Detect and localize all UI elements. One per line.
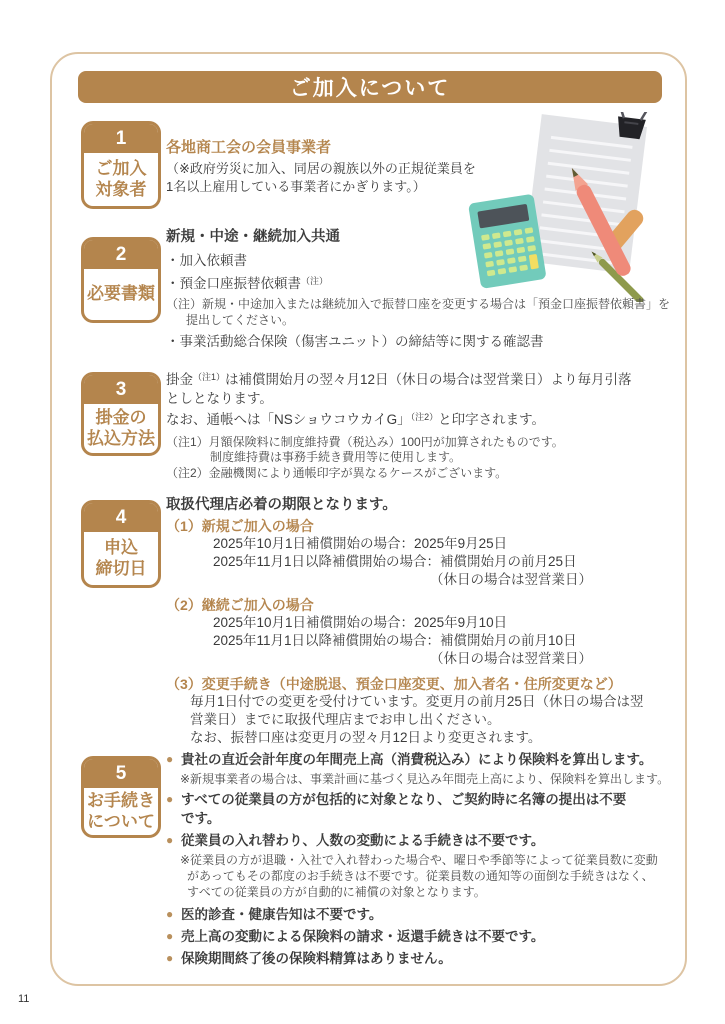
text-line: 2025年10月1日補償開始の場合：2025年9月10日 xyxy=(213,615,508,630)
text-line: 2025年10月1日補償開始の場合：2025年9月25日 xyxy=(213,536,508,551)
note-line: ※従業員の方が退職・入社で入れ替わった場合や、曜日や季節等によって従業員数に変動 xyxy=(180,853,658,867)
section-4-label-text: 申込 締切日 xyxy=(95,538,147,578)
text-line: なお、通帳へは「NSショウコウカイG」$^{(注2)}$と印字されます。 xyxy=(166,412,546,427)
section-2-label xyxy=(81,237,161,323)
section-5-number: 5 xyxy=(84,759,158,788)
note-line: 提出してください。 xyxy=(186,312,295,327)
bullet-item: ● 保険期間終了後の保険料精算はありません。 xyxy=(166,951,452,966)
text-line: 毎月1日付での変更を受付けています。変更月の前月25日（休日の場合は翌 xyxy=(190,694,644,709)
text-line: （休日の場合は翌営業日） xyxy=(430,572,592,587)
section-4-heading: 取扱代理店必着の期限となります。 xyxy=(166,497,397,513)
subsection-title: （2）継続ご加入の場合 xyxy=(166,597,314,613)
bullet-icon: ● xyxy=(166,792,174,806)
bullet-item-continued: です。 xyxy=(181,811,221,826)
section-3-label-text: 掛金の 払込方法 xyxy=(87,408,155,448)
bullet-item: ● 売上高の変動による保険料の請求・返還手続きは不要です。 xyxy=(166,929,545,944)
subsection-title: （1）新規ご加入の場合 xyxy=(166,518,314,534)
section-3-content xyxy=(166,368,674,481)
text-line: なお、振替口座は変更月の翌々月12日より変更されます。 xyxy=(190,730,542,745)
section-1-number: 1 xyxy=(84,124,158,153)
section-4-number: 4 xyxy=(84,503,158,532)
section-2-number: 2 xyxy=(84,240,158,269)
text-line: 掛金$^{(注1)}$は補償開始月の翌々月12日（休日の場合は翌営業日）より毎月引落 xyxy=(166,372,632,387)
section-2-heading: 新規・中途・継続加入共通 xyxy=(166,229,340,245)
list-item: ・加入依頼書 xyxy=(166,253,247,268)
text-line: としとなります。 xyxy=(166,390,273,406)
section-5-label-text: お手続き について xyxy=(87,791,155,831)
bullet-icon: ● xyxy=(166,951,174,965)
note-line: （注1）月額保険料に制度維持費（税込み）100円が加算されたものです。 xyxy=(166,434,564,449)
section-5-content xyxy=(166,750,674,968)
subsection-title: （3）変更手続き（中途脱退、預金口座変更、加入者名・住所変更など） xyxy=(166,676,622,692)
bullet-item: ● 医的診査・健康告知は不要です。 xyxy=(166,907,383,922)
section-4-label xyxy=(81,500,161,588)
text-line: 1名以上雇用している事業者にかぎります。） xyxy=(166,179,426,194)
text-line: （休日の場合は翌営業日） xyxy=(430,651,592,666)
text-line: 2025年11月1日以降補償開始の場合：補償開始月の前月10日 xyxy=(213,633,577,648)
section-2-content xyxy=(166,228,674,352)
bullet-item: ● 従業員の入れ替わり、人数の変動による手続きは不要です。 xyxy=(166,833,545,848)
note-line: ※新規事業者の場合は、事業計画に基づく見込み年間売上高により、保険料を算出します。 xyxy=(180,772,670,786)
text-line: （※政府労災に加入、同居の親族以外の正規従業員を xyxy=(166,161,476,176)
section-1-heading: 各地商工会の会員事業者 xyxy=(166,139,332,156)
note-line: （注2）金融機関により通帳印字が異なるケースがございます。 xyxy=(166,465,508,480)
section-3-label xyxy=(81,372,161,456)
text-line: 2025年11月1日以降補償開始の場合：補償開始月の前月25日 xyxy=(213,554,577,569)
page-title xyxy=(78,71,662,103)
bullet-icon: ● xyxy=(166,752,174,766)
page-title-text: ご加入について xyxy=(289,77,451,100)
text-line: 営業日）までに取扱代理店までお申し出ください。 xyxy=(190,712,501,727)
bullet-item: ● 貴社の直近会計年度の年間売上高（消費税込み）により保険料を算出します。 xyxy=(166,752,653,767)
section-5-label xyxy=(81,756,161,838)
list-item: ・預金口座振替依頼書$^{(注)}$ xyxy=(166,276,329,291)
section-1-label xyxy=(81,121,161,209)
note-line: すべての従業員の方が自動的に補償の対象となります。 xyxy=(187,885,486,899)
section-1-content xyxy=(166,138,674,196)
section-1-label-text: ご加入 対象者 xyxy=(95,159,147,199)
note-line: （注）新規・中途加入または継続加入で振替口座を変更する場合は「預金口座振替依頼書」を xyxy=(166,297,671,311)
page-number: 11 xyxy=(18,993,30,1005)
section-3-number: 3 xyxy=(84,375,158,404)
section-4-content xyxy=(166,496,674,747)
bullet-icon: ● xyxy=(166,907,174,921)
list-item: ・事業活動総合保険（傷害ユニット）の締結等に関する確認書 xyxy=(166,334,544,349)
note-line: 制度維持費は事務手続き費用等に使用します。 xyxy=(210,450,462,464)
bullet-icon: ● xyxy=(166,929,174,943)
section-2-label-text: 必要書類 xyxy=(87,284,155,304)
bullet-item: ● すべての従業員の方が包括的に対象となり、ご契約時に名簿の提出は不要 xyxy=(166,792,627,807)
note-line: があってもその都度のお手続きは不要です。従業員数の通知等の面倒な手続きはなく、 xyxy=(187,869,654,883)
bullet-icon: ● xyxy=(166,833,174,847)
